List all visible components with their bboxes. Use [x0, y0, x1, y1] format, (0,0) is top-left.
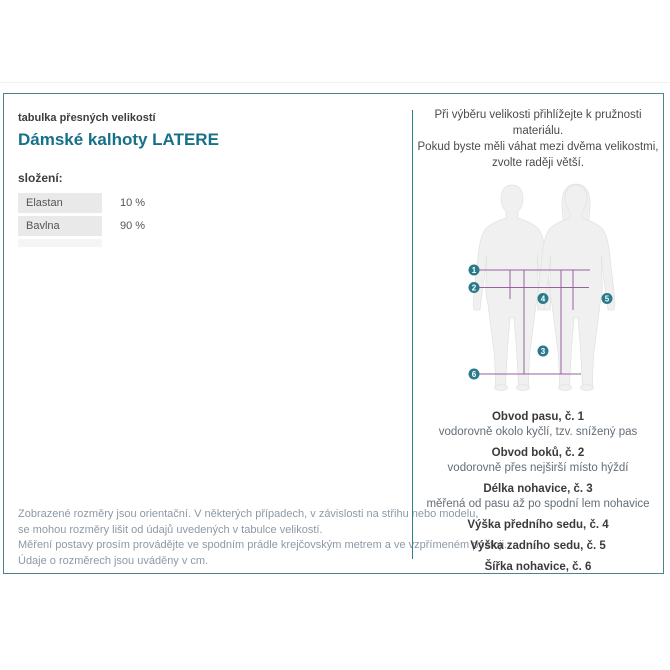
measurement-item: [413, 518, 663, 533]
size-chart-panel: [3, 93, 664, 574]
material-name: Elastan: [18, 193, 102, 213]
svg-text:4: 4: [540, 294, 546, 304]
body-measurement-diagram: [453, 182, 653, 392]
measurement-label: Obvod pasu, č. 1: [491, 411, 585, 423]
marker-1: [469, 265, 480, 276]
chart-subtitle: tabulka přesných velikostí: [18, 112, 156, 124]
svg-text:3: 3: [540, 347, 546, 356]
marker-6: [469, 369, 480, 380]
composition-table: [18, 193, 412, 247]
page-divider-rule: [0, 82, 670, 83]
advice-line: Pokud byste měli váhat mezi dvěma velikostmi,: [417, 141, 659, 153]
material-name: Bavlna: [18, 216, 102, 236]
measurement-label: Šířka nohavice, č. 6: [484, 561, 592, 573]
svg-text:5: 5: [604, 294, 610, 304]
svg-text:1: 1: [471, 266, 477, 275]
advice-line: zvolte raději větší.: [491, 157, 585, 169]
svg-text:2: 2: [471, 283, 477, 293]
measurement-label: Obvod boků, č. 2: [491, 447, 585, 459]
marker-2: [469, 282, 480, 293]
svg-text:6: 6: [471, 370, 477, 379]
measurement-item: [413, 410, 663, 440]
disclaimer-line: se mohou rozměry lišit od údajů uvedených v tabulce velikostí.: [18, 523, 323, 536]
measurement-description: vodorovně přes nejširší místo hýždí: [447, 462, 629, 474]
disclaimer-line: Zobrazené rozměry jsou orientační. V některých případech, v závislosti na střihu nebo modelu,: [18, 508, 479, 520]
measurement-definitions: [413, 410, 663, 575]
sizing-advice: [413, 107, 663, 171]
page-title: Dámské kalhoty LATERE: [18, 130, 219, 149]
measurement-description: vodorovně okolo kyčlí, tzv. snížený pas: [438, 426, 638, 438]
measurement-guide-panel: [413, 94, 663, 573]
advice-line: Při výběru velikosti přihlížejte k pružnosti materiálu.: [434, 109, 642, 137]
product-info-panel: [4, 94, 508, 573]
measurement-description: měřená od pasu až po spodní lem nohavice: [426, 498, 650, 510]
measurement-label: Výška zadního sedu, č. 5: [470, 540, 606, 552]
composition-heading: složení:: [18, 171, 63, 185]
measurement-item: [413, 560, 663, 575]
disclaimer-line: Měření postavy prosím provádějte ve spodním prádle krejčovským metrem a ve vzpřímeném postoji.: [18, 539, 508, 551]
measurement-label: Délka nohavice, č. 3: [483, 483, 593, 495]
marker-5: [602, 293, 613, 304]
material-percent: 10 %: [120, 197, 146, 209]
measurement-label: Výška předního sedu, č. 4: [467, 519, 609, 531]
marker-3: [538, 346, 549, 357]
measurement-item: [413, 539, 663, 554]
measurement-item: [413, 482, 663, 512]
composition-table-footer-strip: [18, 239, 102, 247]
disclaimer-line: Údaje o rozměrech jsou uváděny v cm.: [18, 554, 209, 567]
composition-row: [18, 193, 412, 213]
material-percent: 90 %: [120, 220, 146, 232]
measurement-item: [413, 446, 663, 476]
composition-row: [18, 216, 412, 236]
marker-4: [538, 293, 549, 304]
